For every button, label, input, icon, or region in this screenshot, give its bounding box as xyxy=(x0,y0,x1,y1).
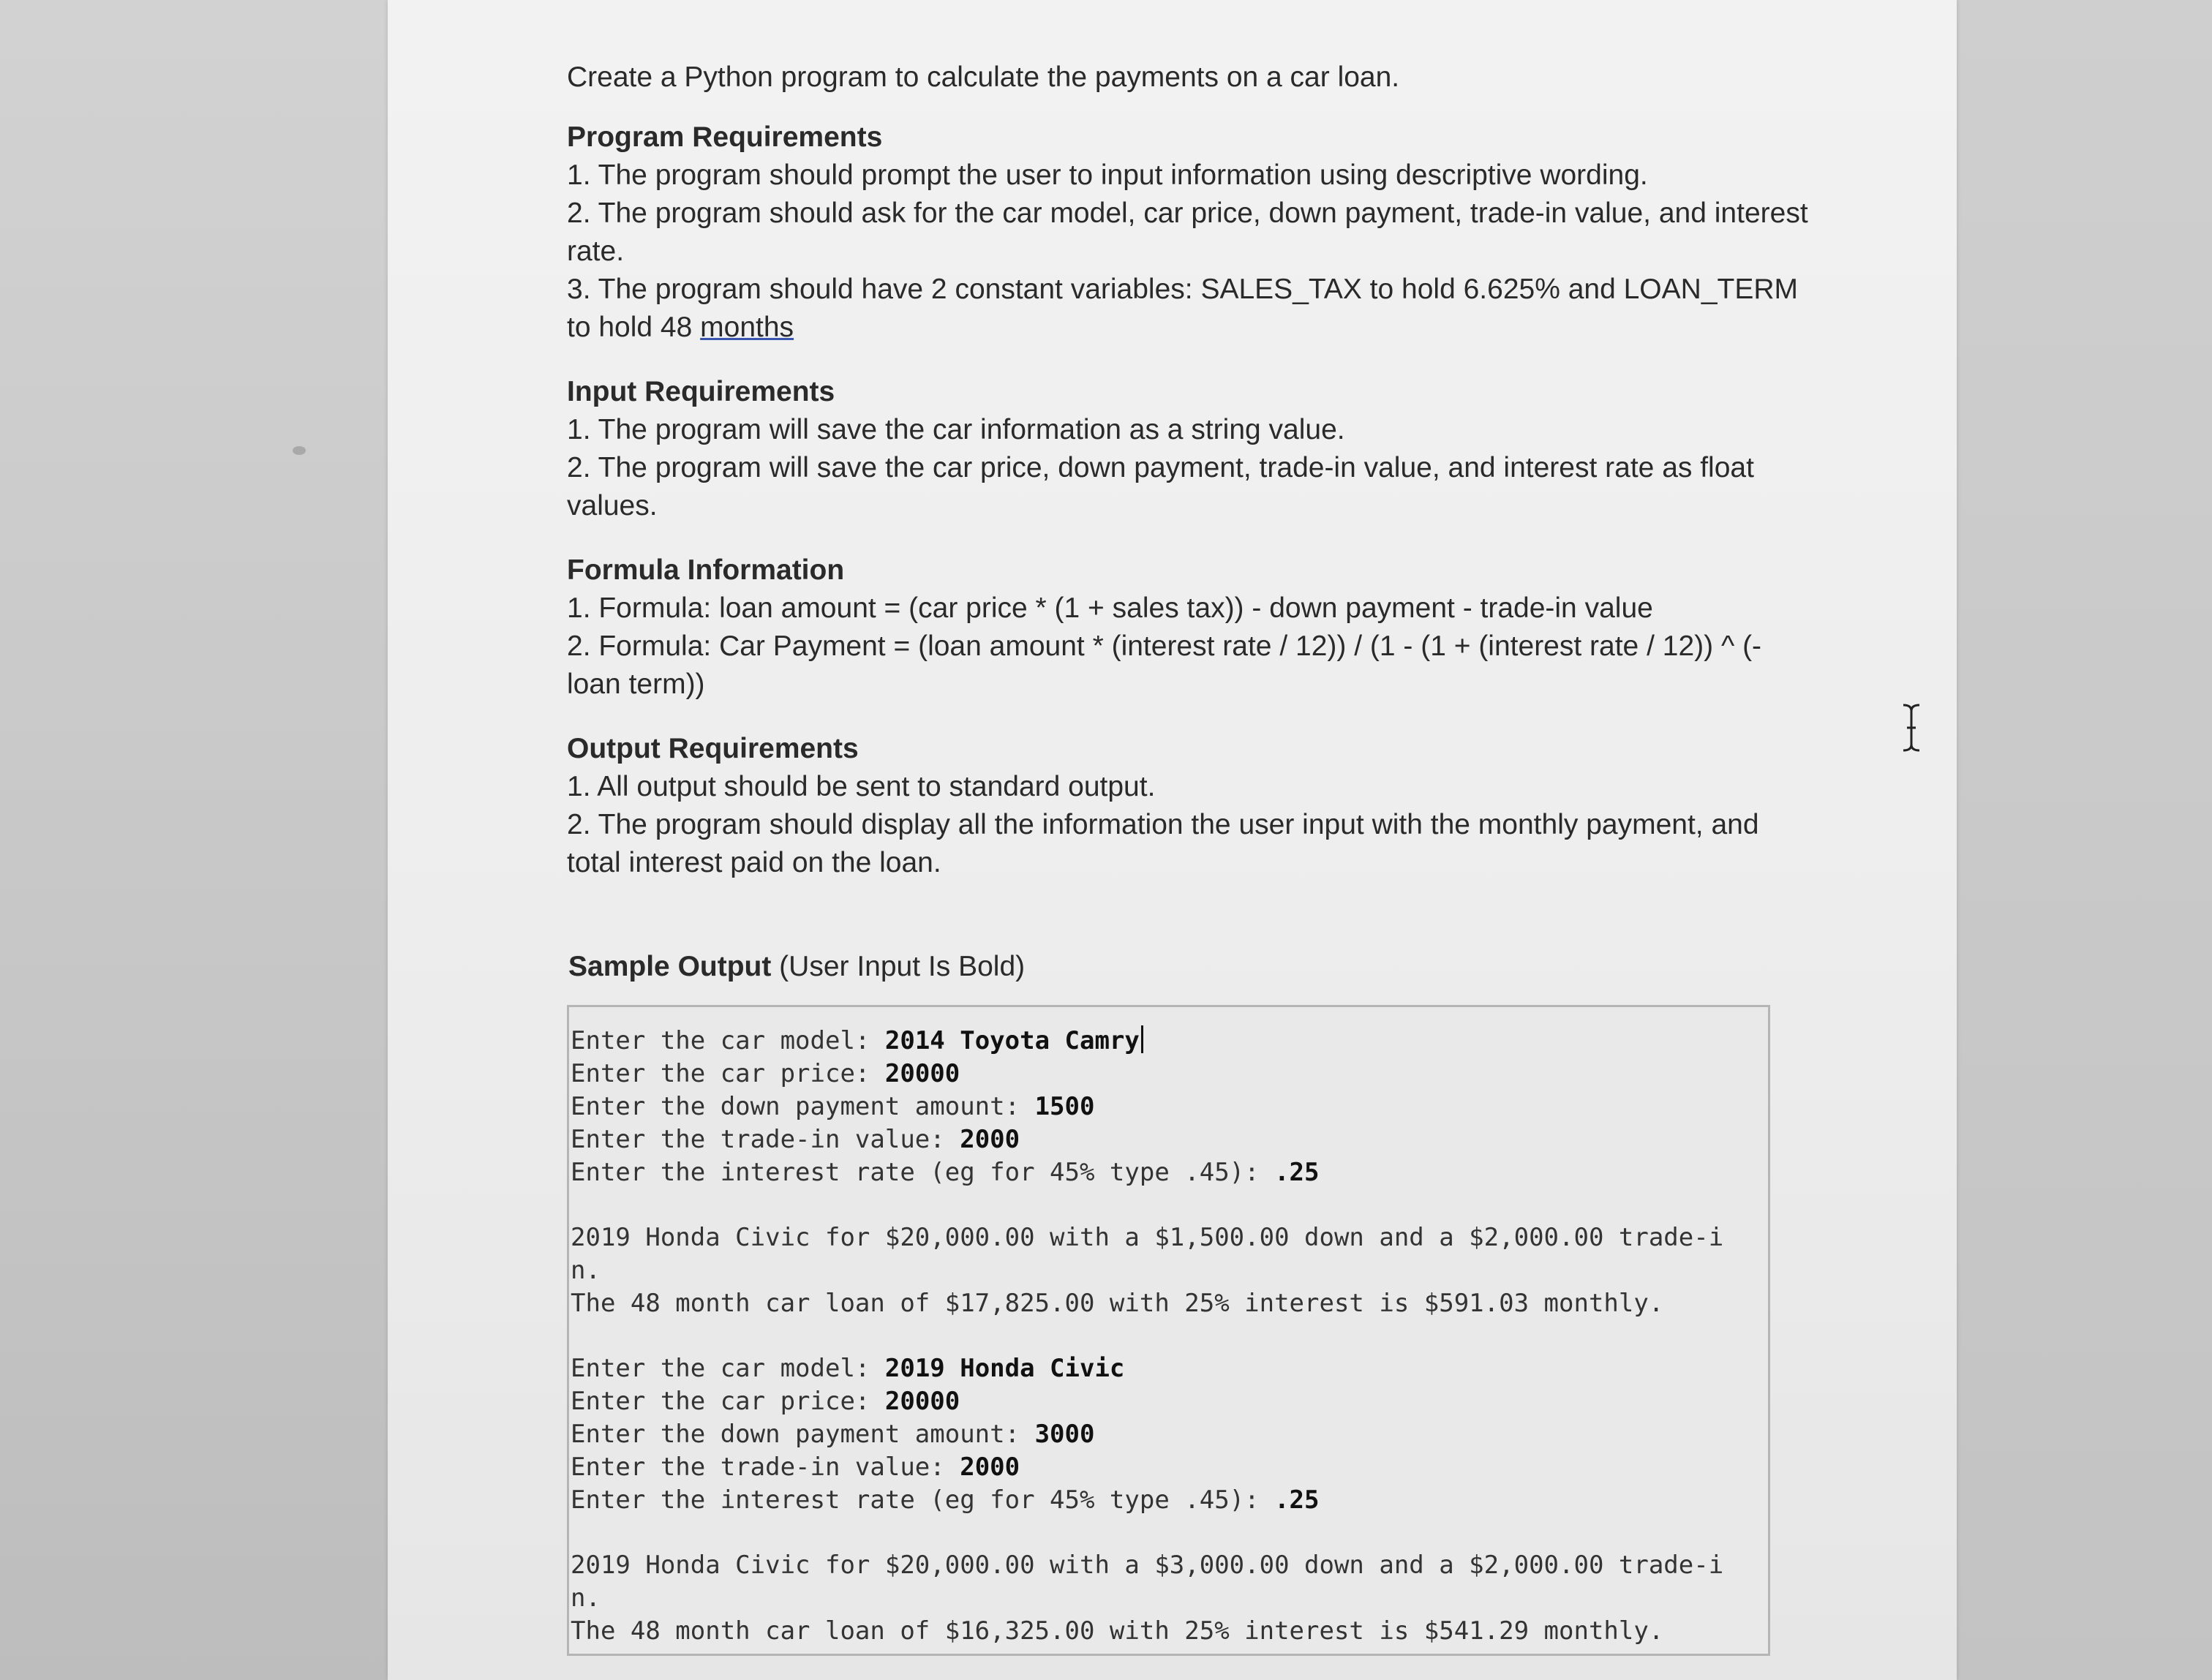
console-line: The 48 month car loan of $16,325.00 with 25% interest is $541.29 monthly. xyxy=(571,1616,1664,1646)
console-line xyxy=(571,1058,1768,1091)
list-item: 1. All output should be sent to standard output. xyxy=(567,771,1156,802)
program-requirements-title: Program Requirements xyxy=(567,121,883,153)
sample-output-console xyxy=(567,1005,1770,1656)
console-gap xyxy=(571,1189,1768,1221)
console-line: n. xyxy=(571,1583,601,1613)
list-item: 1. The program should prompt the user to input information using descriptive wording. xyxy=(567,159,1648,191)
user-input: 2000 xyxy=(960,1125,1020,1154)
console-line xyxy=(571,1123,1768,1156)
list-item: 2. The program should display all the information the user input with the monthly payment, and total interest paid on the loan. xyxy=(567,809,1759,878)
formula-information-title: Formula Information xyxy=(567,554,845,586)
output-requirements-section xyxy=(567,730,1810,882)
console-prompt: Enter the interest rate (eg for 45% type .45): xyxy=(571,1158,1275,1187)
console-line xyxy=(571,1418,1768,1451)
formula-list xyxy=(567,589,1810,704)
console-line: 2019 Honda Civic for $20,000.00 with a $1,500.00 down and a $2,000.00 trade-i xyxy=(571,1223,1724,1252)
console-line xyxy=(571,1484,1768,1517)
console-line xyxy=(571,1156,1768,1189)
list-item: 1. The program will save the car information as a string value. xyxy=(567,414,1345,445)
user-input: 2019 Honda Civic xyxy=(884,1354,1125,1383)
console-line xyxy=(571,1451,1768,1484)
console-prompt: Enter the car price: xyxy=(571,1059,885,1088)
text-cursor xyxy=(1141,1025,1143,1053)
surface-speck xyxy=(293,446,306,455)
user-input: 2014 Toyota Camry xyxy=(884,1026,1140,1055)
output-requirements-list xyxy=(567,768,1810,882)
spellcheck-word: months xyxy=(700,312,794,343)
console-gap xyxy=(571,1517,1768,1549)
console-line: n. xyxy=(571,1256,601,1285)
list-item: 2. The program will save the car price, down payment, trade-in value, and interest rate as float values. xyxy=(567,452,1754,521)
input-requirements-section xyxy=(567,373,1810,525)
console-prompt: Enter the trade-in value: xyxy=(571,1125,960,1154)
console-gap xyxy=(571,1320,1768,1352)
console-line xyxy=(571,1385,1768,1418)
formula-information-section xyxy=(567,551,1810,704)
console-line xyxy=(571,1352,1768,1385)
console-prompt: Enter the interest rate (eg for 45% type .45): xyxy=(571,1485,1275,1515)
input-requirements-list xyxy=(567,411,1810,525)
sample-output-heading xyxy=(568,948,1810,986)
user-input: 1500 xyxy=(1034,1092,1095,1121)
list-item: 2. The program should ask for the car model, car price, down payment, trade-in value, and interest rate. xyxy=(567,197,1808,267)
user-input: .25 xyxy=(1274,1158,1320,1187)
program-requirements-section xyxy=(567,118,1810,347)
list-item xyxy=(567,271,1810,347)
intro-text: Create a Python program to calculate the payments on a car loan. xyxy=(567,61,1400,93)
document-content xyxy=(567,59,1810,1656)
console-line xyxy=(571,1091,1768,1123)
user-input: .25 xyxy=(1274,1485,1320,1515)
console-line: 2019 Honda Civic for $20,000.00 with a $3,000.00 down and a $2,000.00 trade-i xyxy=(571,1551,1724,1580)
console-prompt: Enter the down payment amount: xyxy=(571,1092,1035,1121)
console-line: The 48 month car loan of $17,825.00 with 25% interest is $591.03 monthly. xyxy=(571,1289,1664,1318)
console-prompt: Enter the car model: xyxy=(571,1026,885,1055)
user-input: 20000 xyxy=(884,1387,960,1416)
console-prompt: Enter the car price: xyxy=(571,1387,885,1416)
console-prompt: Enter the trade-in value: xyxy=(571,1453,960,1482)
console-line xyxy=(571,1025,1768,1058)
sample-output-heading-bold: Sample Output xyxy=(568,951,772,982)
document-page xyxy=(388,0,1957,1680)
program-requirements-list xyxy=(567,157,1810,347)
console-prompt: Enter the car model: xyxy=(571,1354,885,1383)
user-input: 2000 xyxy=(960,1453,1020,1482)
list-item: 2. Formula: Car Payment = (loan amount * (interest rate / 12)) / (1 - (1 + (interest rate / 12)) ^ (-loan term)) xyxy=(567,630,1762,700)
sample-output-heading-note: (User Input Is Bold) xyxy=(771,951,1026,982)
list-item-text: 3. The program should have 2 constant variables: SALES_TAX to hold 6.625% and LOAN_TERM to hold 48 xyxy=(567,274,1798,343)
background-right xyxy=(1956,0,2212,1680)
ibeam-cursor-icon xyxy=(1900,702,1922,753)
background-left xyxy=(0,0,388,1680)
user-input: 3000 xyxy=(1034,1420,1095,1449)
input-requirements-title: Input Requirements xyxy=(567,376,835,407)
console-prompt: Enter the down payment amount: xyxy=(571,1420,1035,1449)
list-item: 1. Formula: loan amount = (car price * (1 + sales tax)) - down payment - trade-in value xyxy=(567,592,1653,624)
output-requirements-title: Output Requirements xyxy=(567,733,859,764)
user-input: 20000 xyxy=(884,1059,960,1088)
